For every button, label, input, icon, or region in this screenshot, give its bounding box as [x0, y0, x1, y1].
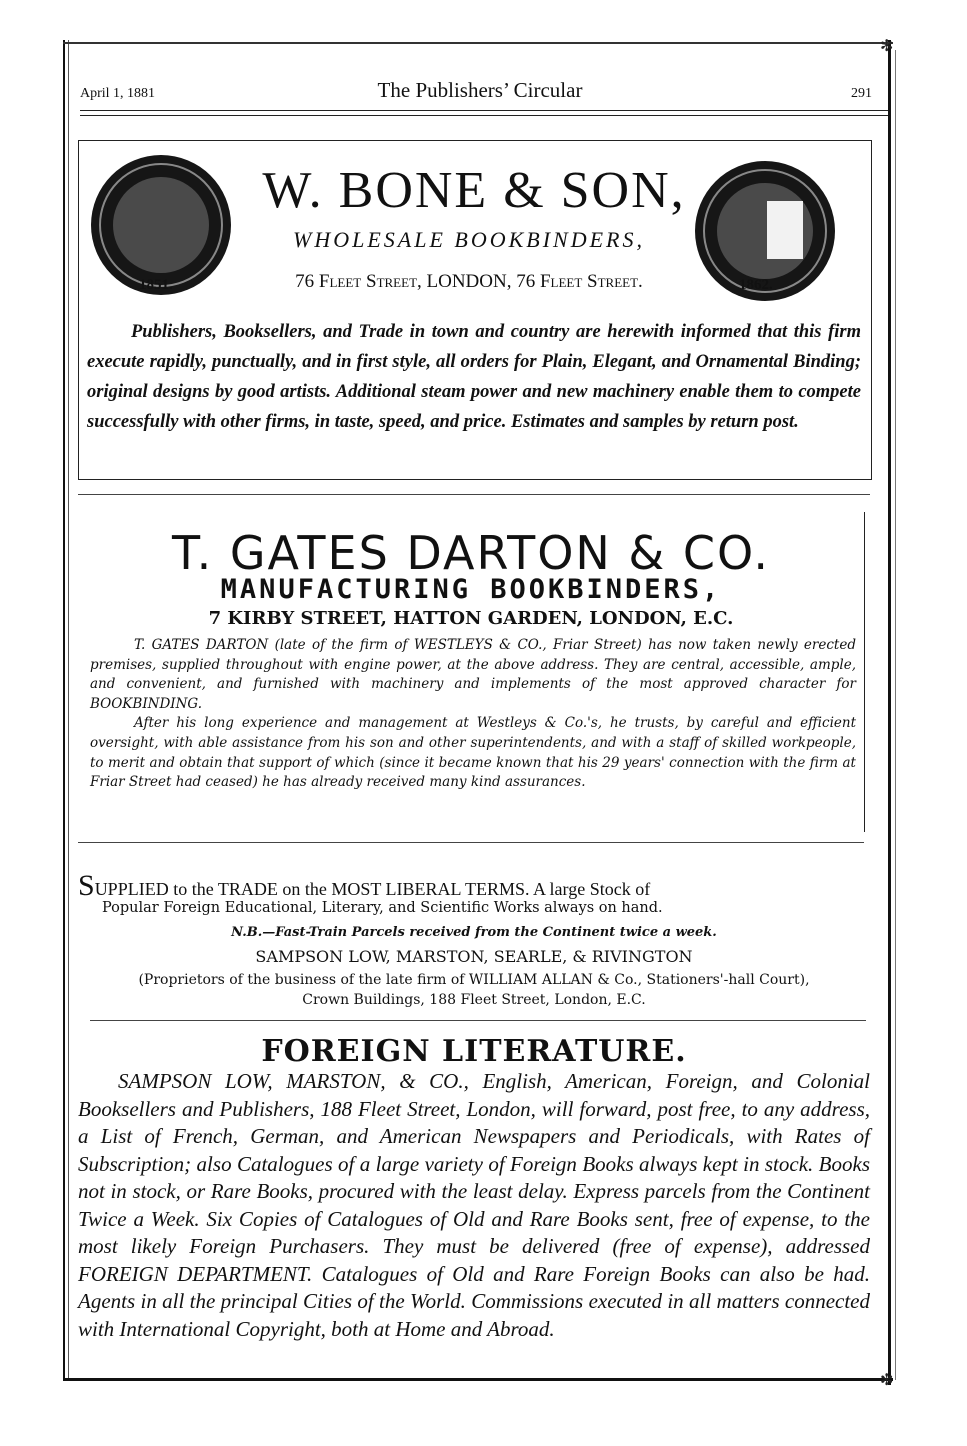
darton-advertisement — [78, 512, 865, 832]
medal-year-right: 1862. — [739, 277, 773, 293]
stock-line: Popular Foreign Educational, Literary, and Scientific Works always on hand. — [102, 900, 663, 916]
header-rule — [80, 115, 888, 116]
drop-cap: S — [78, 869, 95, 902]
firm-address: 76 Fleet Street, LONDON, 76 Fleet Street. — [295, 271, 643, 292]
page-border-top — [63, 42, 893, 44]
page-border-bottom — [63, 1378, 893, 1381]
page-number: 291 — [851, 86, 872, 101]
firm-trade: WHOLESALE BOOKBINDERS, — [293, 227, 645, 252]
medal-year-left: 1851. — [139, 277, 173, 293]
firm-name: T. GATES DARTON & CO. — [171, 526, 771, 580]
ornament-icon: ✻ — [880, 36, 894, 55]
header-rule — [80, 110, 888, 111]
page-border-right — [888, 40, 891, 1385]
firm-address: 7 KIRBY STREET, HATTON GARDEN, LONDON, E.C. — [208, 608, 734, 629]
foreign-literature-body: SAMPSON LOW, MARSTON, & CO., English, American, Foreign, and Colonial Booksellers and Publishers, 188 Fleet Street, London, will forward, post free, to any address, a List of French, German, and American Newspapers and Periodicals, with Rates of Subscription; also Catalogues of a large variety of Foreign Books always kept in stock. Books not in stock, or Rare Books, procured with the least delay. Express parcels from the Continent Twice a Week. Six Copies of Catalogues of Old and Rare Books sent, free of expense, to the most likely Foreign Purchasers. They must be delivered (free of expense), addressed FOREIGN DEPARTMENT. Catalogues of Old and Rare Foreign Books can also be had. Agents in all the principal Cities of the World. Commissions executed in all matters connected with International Copyright, both at Home and Abroad. — [78, 1069, 870, 1341]
supply-lead-line — [78, 869, 870, 902]
section-rule — [78, 842, 864, 843]
running-head — [80, 78, 880, 104]
lead-text: UPPLIED to the TRADE on the MOST LIBERAL TERMS. A large Stock of — [94, 879, 651, 899]
bone-advertisement — [78, 140, 872, 480]
section-rule — [90, 1020, 866, 1021]
advertisement-body: Publishers, Booksellers, and Trade in town and country are herewith informed that this firm execute rapidly, punctually, and in first style, all orders for Plain, Elegant, and Ornamental Binding; original designs by good artists. Additional steam power and new machinery enable them to compete successfully with other firms, in taste, speed, and price. Estimates and samples by return post. — [87, 322, 861, 432]
proprietors-line: (Proprietors of the business of the late firm of WILLIAM ALLAN & Co., Stationers'-hall Court), — [138, 972, 810, 988]
foreign-literature-title: FOREIGN LITERATURE. — [261, 1034, 687, 1069]
body-paragraph: T. GATES DARTON (late of the firm of WESTLEYS & CO., Friar Street) has now taken newly erected premises, supplied throughout with engine power, at the above address. They are central, accessible, ample, and convenient, and furnished with machinery and implements of the most approved character for BOOKBINDING. — [90, 637, 856, 712]
ornament-icon: ✻ — [880, 1370, 894, 1389]
section-rule — [78, 494, 870, 495]
firm-name: SAMPSON LOW, MARSTON, SEARLE, & RIVINGTON — [255, 947, 693, 966]
nota-bene: N.B.—Fast-Train Parcels received from the Continent twice a week. — [231, 925, 717, 940]
firm-trade: MANUFACTURING BOOKBINDERS, — [220, 574, 722, 605]
page-border-left — [63, 40, 65, 1380]
sampson-supply-advertisement — [78, 869, 870, 1016]
page-border-left-inner — [68, 40, 69, 1380]
advertisement-body — [90, 636, 856, 793]
firm-address: Crown Buildings, 188 Fleet Street, London, E.C. — [302, 992, 646, 1008]
publication-title: The Publishers’ Circular — [377, 78, 583, 102]
body-paragraph: After his long experience and management at Westleys & Co.'s, he trusts, by careful and efficient oversight, with able assistance from his son and other superintendents, and with a staff of skilled workpeople, to merit and obtain that support of which (since it became known that his 29 years' connection with the firm at Friar Street had ceased) he has already received many kind assurances. — [90, 715, 856, 791]
issue-date: April 1, 1881 — [80, 86, 156, 101]
page-border-right-inner — [895, 50, 896, 1380]
firm-name: W. BONE & SON, — [262, 162, 686, 219]
